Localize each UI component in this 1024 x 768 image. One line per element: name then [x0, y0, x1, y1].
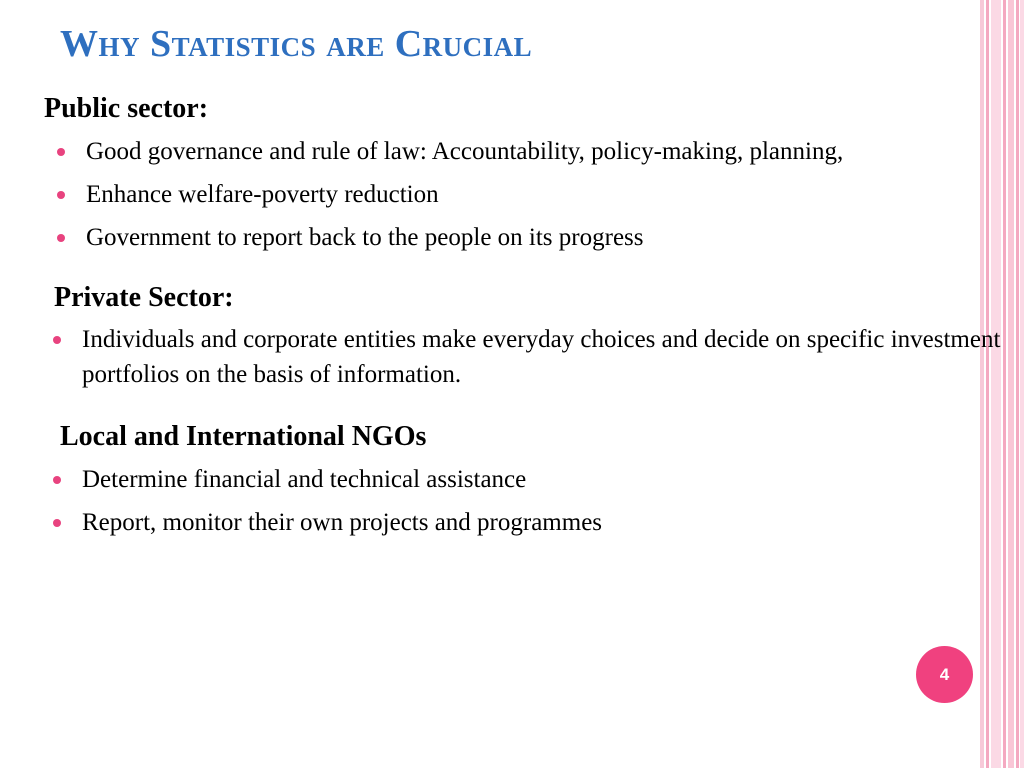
page-number: 4: [939, 664, 950, 684]
bullet-dot-icon: [57, 191, 65, 199]
list-item: [40, 505, 1010, 540]
list-item-text: Report, monitor their own projects and programmes: [82, 508, 603, 536]
list-item-text: Enhance welfare-poverty reduction: [86, 180, 439, 208]
list-item: [40, 462, 1010, 497]
section-heading: Private Sector:: [54, 281, 234, 313]
bullet-dot-icon: [53, 476, 61, 484]
bullet-list: [40, 322, 1010, 392]
list-item-text: Government to report back to the people on its progress: [86, 223, 644, 251]
slide-title: Why Statistics are Crucial: [60, 23, 533, 65]
bullet-list: [40, 462, 1010, 540]
section-heading: Public sector:: [44, 93, 209, 124]
list-item: [44, 134, 1010, 169]
bullet-list: [44, 134, 1010, 255]
section-ngos: [60, 420, 1010, 540]
bullet-dot-icon: [53, 519, 61, 527]
bullet-dot-icon: [57, 234, 65, 242]
list-item-text: Determine financial and technical assistance: [82, 465, 527, 493]
bullet-dot-icon: [57, 148, 65, 156]
slide-content: [40, 92, 1010, 540]
bullet-dot-icon: [53, 336, 61, 344]
list-item: [44, 220, 1010, 255]
list-item-text: Good governance and rule of law: Accountability, policy-making, planning,: [86, 137, 844, 165]
list-item: [44, 177, 1010, 212]
list-item: [40, 322, 1010, 392]
section-heading: Local and International NGOs: [60, 421, 427, 453]
list-item-text: Individuals and corporate entities make everyday choices and decide on specific investment portfolios on the basis of information.: [82, 326, 1001, 389]
page-number-badge: [916, 646, 973, 703]
section-public-sector: [44, 92, 1010, 255]
section-private-sector: [54, 281, 1010, 393]
